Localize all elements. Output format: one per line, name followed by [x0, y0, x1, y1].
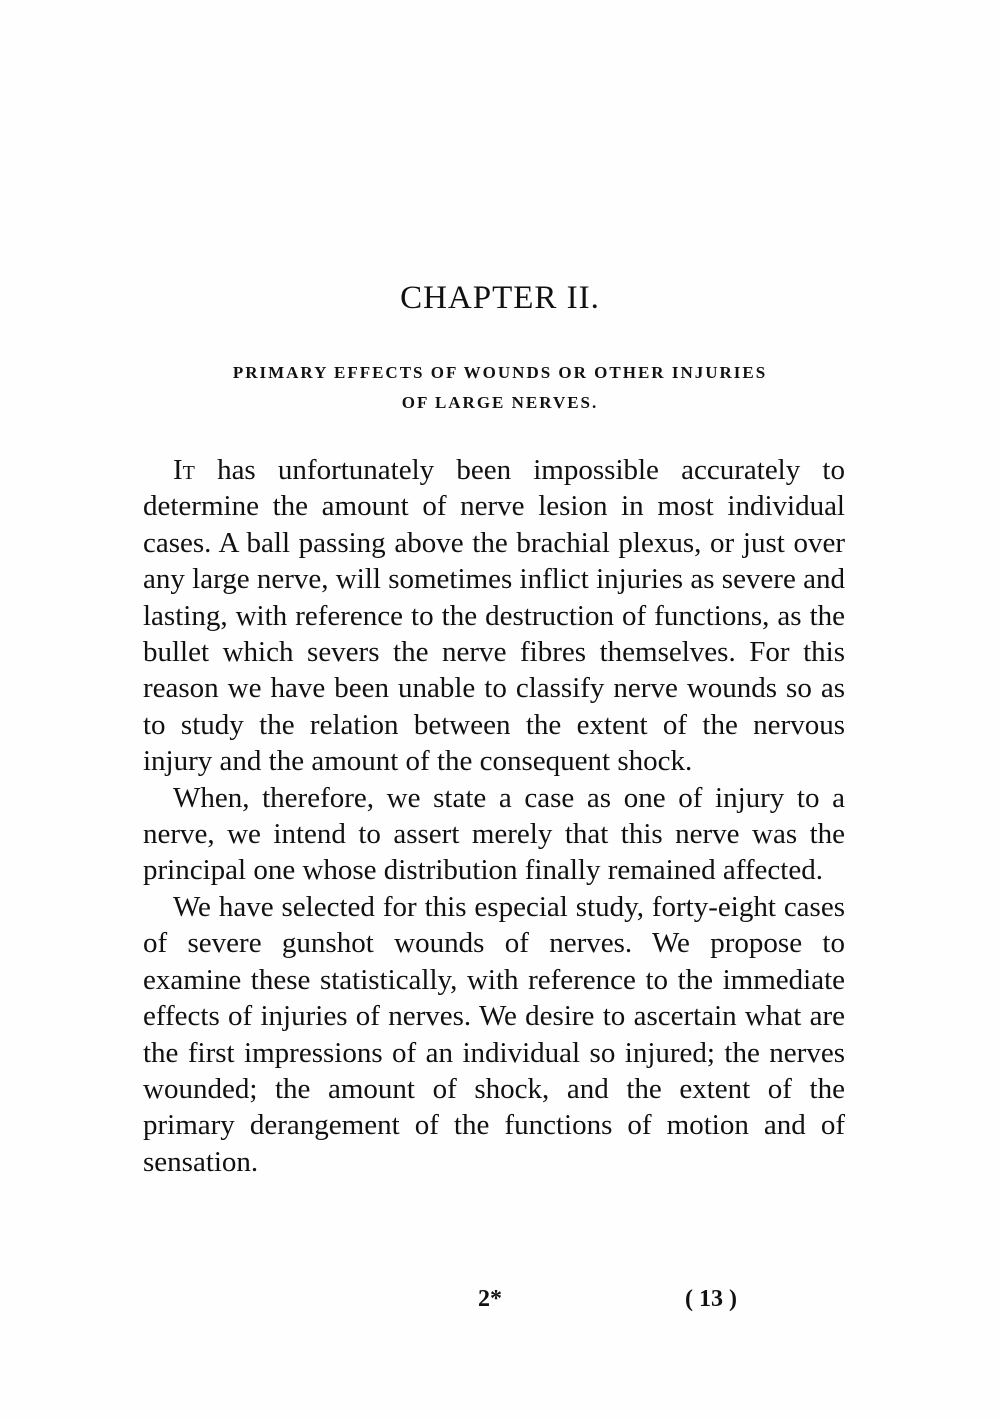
body-text [143, 452, 845, 1180]
subtitle-line: OF LARGE NERVES. [401, 393, 599, 412]
subtitle-line: PRIMARY EFFECTS OF WOUNDS OR OTHER INJURIES [232, 363, 768, 382]
page-number: ( 13 ) [685, 1286, 737, 1312]
chapter-subtitle [150, 358, 850, 418]
paragraph-lead: It [173, 454, 195, 486]
page-footer [0, 1286, 1000, 1322]
paragraph-text: has unfortunately been impossible accurately to determine the amount of nerve lesion in most individual cases. A ball passing above the brachial plexus, or just over any large nerve, will sometimes inflict injuries as severe and lasting, with reference to the destruction of functions, as the bullet which severs the nerve fibres themselves. For this reason we have been unable to classify nerve wounds so as to study the relation between the extent of the nervous injury and the amount of the consequent shock. [143, 454, 845, 778]
paragraph [143, 452, 845, 780]
chapter-title: CHAPTER II. [400, 280, 600, 316]
paragraph: When, therefore, we state a case as one of injury to a nerve, we intend to assert merely that this nerve was the principal one whose distribution finally remained affected. [143, 781, 845, 887]
signature-mark: 2* [478, 1286, 502, 1312]
paragraph: We have selected for this especial study, forty-eight cases of severe gunshot wounds of nerves. We propose to examine these statistically, with reference to the immediate effects of injuries of nerves. We desire to ascertain what are the first impressions of an individual so injured; the nerves wounded; the amount of shock, and the extent of the primary derangement of the functions of motion and of sensation. [143, 890, 845, 1178]
